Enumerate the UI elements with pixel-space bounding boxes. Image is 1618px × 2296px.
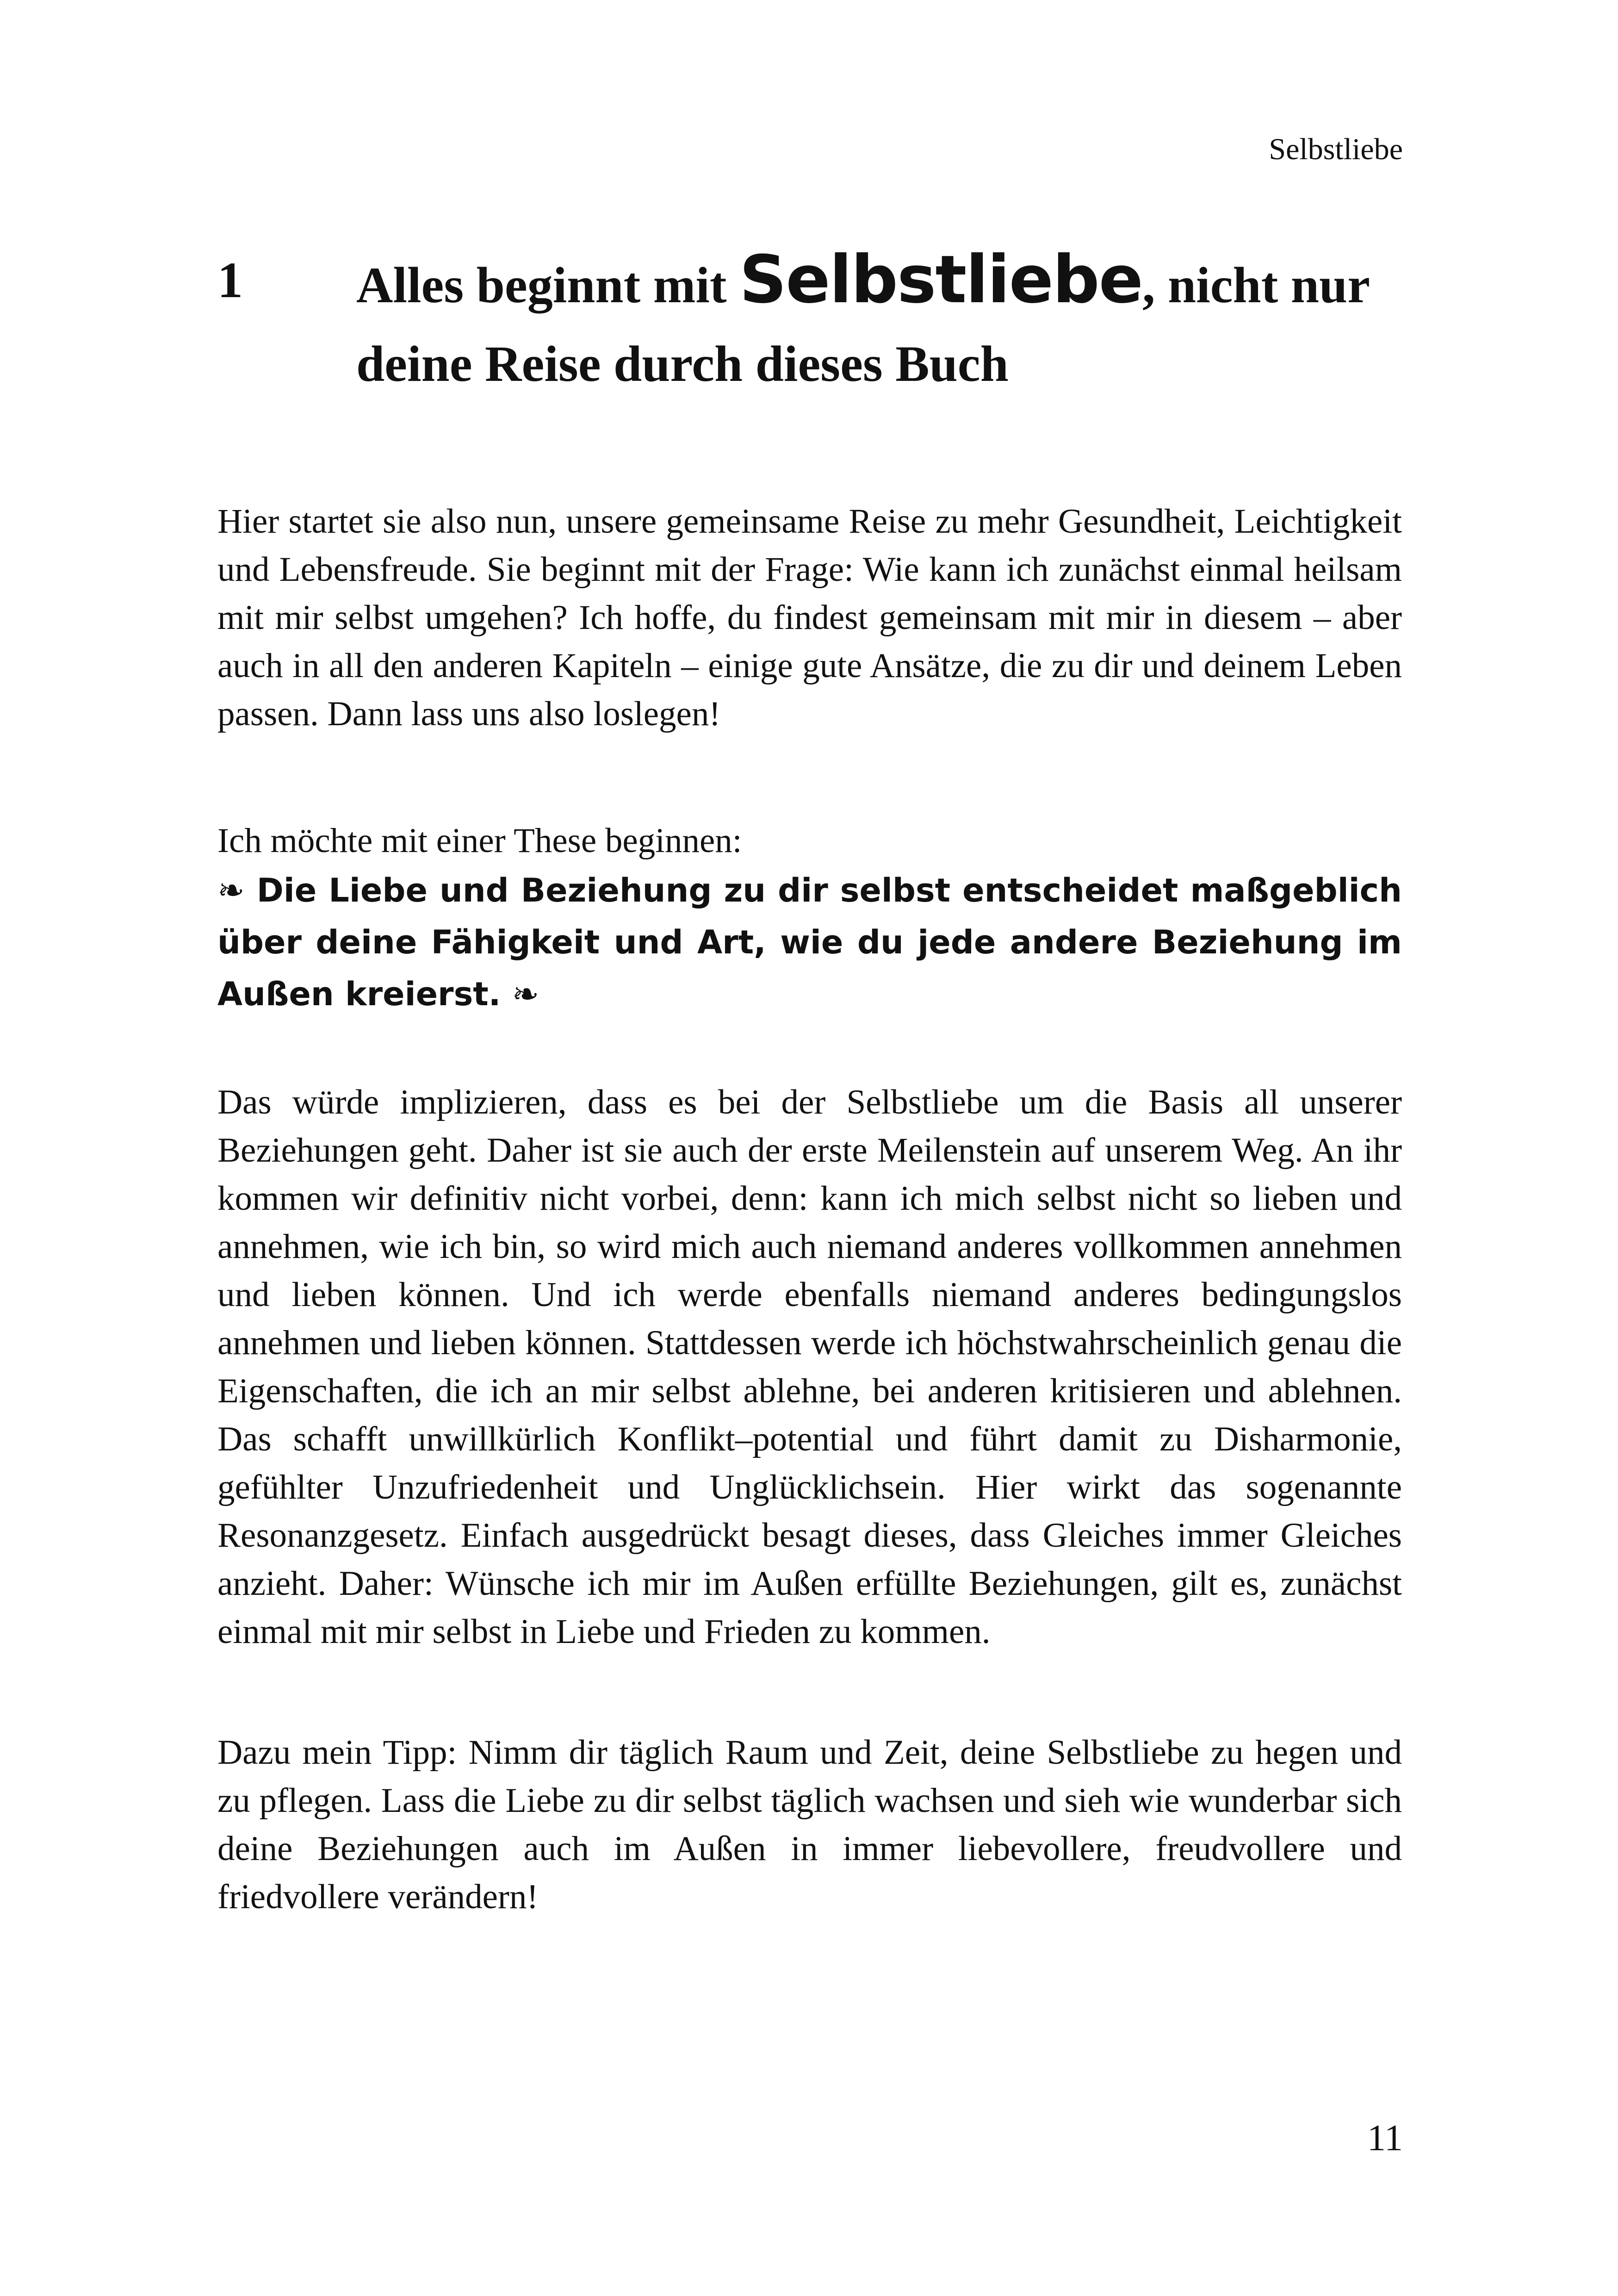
chapter-number: 1 <box>217 252 243 308</box>
chapter-title-highlight: Selbstliebe <box>739 242 1142 318</box>
chapter-title-start: Alles beginnt mit <box>356 257 740 313</box>
leaf-ornament-icon: ❧ <box>512 975 539 1013</box>
paragraph-thesis-lead: Ich möchte mit einer These beginnen: <box>217 821 742 860</box>
thesis-quote <box>217 865 1402 1020</box>
thesis-quote-text: Die Liebe und Beziehung zu dir selbst entscheidet maßgeblich über deine Fähigkeit und Art, wie du jede andere Beziehung im Außen kreierst. <box>217 871 1402 1013</box>
running-header: Selbstliebe <box>1269 132 1403 166</box>
chapter-title-end: , nicht nur deine Reise durch dieses Buch <box>356 257 1370 392</box>
chapter-title <box>356 241 1420 403</box>
paragraph-explanation: Das würde implizieren, dass es bei der Selbstliebe um die Basis all unserer Beziehungen geht. Daher ist sie auch der erste Meilenstein auf unserem Weg. An ihr kommen wir definitiv nicht vorbei, denn: kann ich mich selbst nicht so lieben und annehmen, wie ich bin, so wird mich auch niemand anderes vollkommen annehmen und lieben können. Und ich werde ebenfalls niemand anderes bedingungslos annehmen und lieben können. Stattdessen werde ich höchstwahrscheinlich genau die Eigenschaften, die ich an mir selbst ablehne, bei anderen kritisieren und ablehnen. Das schafft unwillkürlich Konflikt–potential und führt damit zu Disharmonie, gefühlter Unzufriedenheit und Unglücklichsein. Hier wirkt das sogenannte Resonanzgesetz. Einfach ausgedrückt besagt dieses, dass Gleiches immer Gleiches anzieht. Daher: Wünsche ich mir im Außen erfüllte Beziehungen, gilt es, zunächst einmal mit mir selbst in Liebe und Frieden zu kommen. <box>217 1083 1402 1651</box>
paragraph-intro: Hier startet sie also nun, unsere gemeinsame Reise zu mehr Gesundheit, Leichtigkeit und Lebensfreude. Sie beginnt mit der Frage: Wie kann ich zunächst einmal heilsam mit mir selbst umgehen? Ich hoffe, du findest gemeinsam mit mir in diesem – aber auch in all den anderen Kapiteln – einige gute Ansätze, die zu dir und deinem Leben passen. Dann lass uns also loslegen! <box>217 502 1402 733</box>
paragraph-tip: Dazu mein Tipp: Nimm dir täglich Raum und Zeit, deine Selbstliebe zu hegen und zu pflegen. Lass die Liebe zu dir selbst täglich wachsen und sieh wie wunderbar sich deine Beziehungen auch im Außen in immer liebevollere, freudvollere und friedvollere verändern! <box>217 1733 1402 1916</box>
leaf-ornament-icon: ❧ <box>217 871 245 909</box>
page-number: 11 <box>1367 2118 1403 2159</box>
